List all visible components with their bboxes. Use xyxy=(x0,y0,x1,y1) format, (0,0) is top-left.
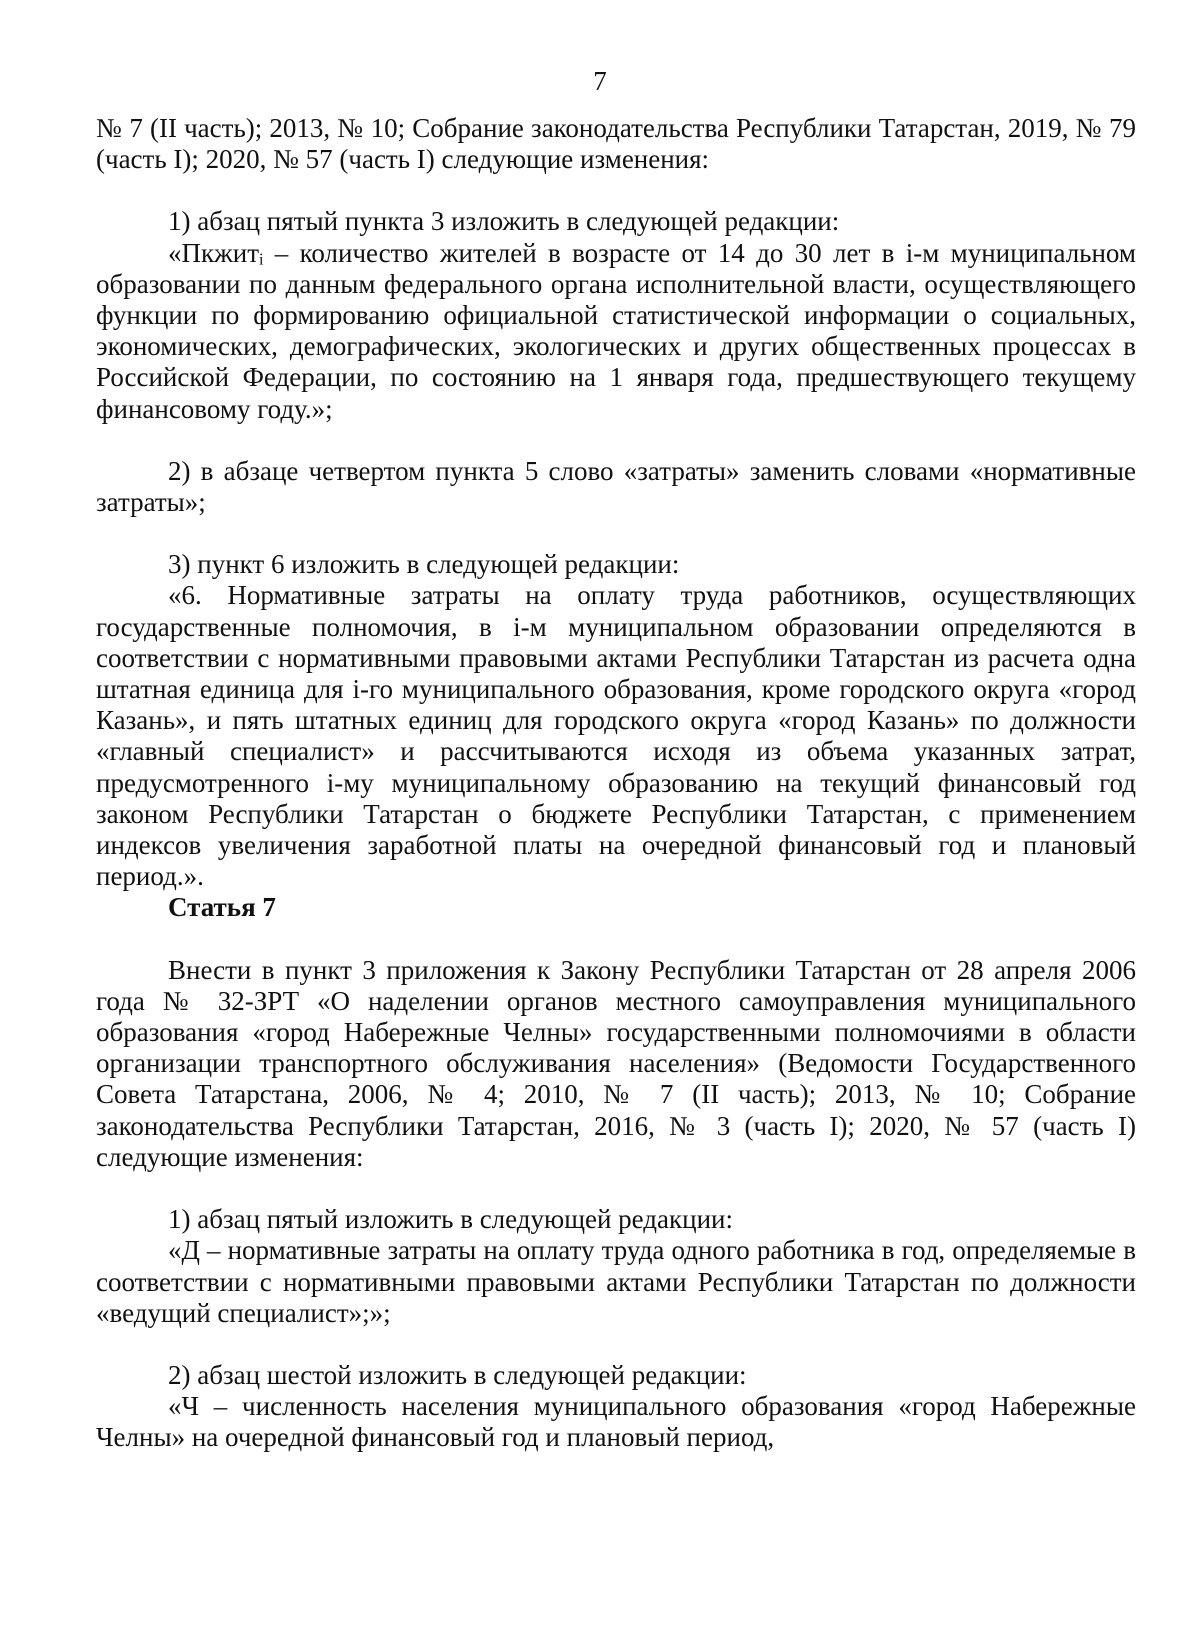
amendment-item-1-text: «Пкжитᵢ – количество жителей в возрасте от 14 до 30 лет в i-м муниципальном образовании по данным федерального органа исполнительной власти, осуществляющего функции по формированию официальной статистической информации о социальных, экономических, демографических, экологических и других общественных процессах в Российской Федерации, по состоянию на 1 января года, предшествующего текущему финансовому году.»; xyxy=(96,237,1136,424)
article-7-item-1-text: «Д – нормативные затраты на оплату труда одного работника в год, определяемые в соответствии с нормативными правовыми актами Республики Татарстан по должности «ведущий специалист»;»; xyxy=(96,1235,1136,1328)
paragraph-continuation: № 7 (II часть); 2013, № 10; Собрание законодательства Республики Татарстан, 2019, № 79 (часть I); 2020, № 57 (часть I) следующие изменения: xyxy=(96,113,1136,175)
page-number: 7 xyxy=(593,66,607,96)
amendment-item-3: 3) пункт 6 изложить в следующей редакции: xyxy=(168,549,680,580)
amendment-item-1: 1) абзац пятый пункта 3 изложить в следующей редакции: xyxy=(168,206,840,237)
amendment-item-2: 2) в абзаце четвертом пункта 5 слово «затраты» заменить словами «нормативные затраты»; xyxy=(96,455,1136,518)
article-7-intro: Внести в пункт 3 приложения к Закону Республики Татарстан от 28 апреля 2006 года № 32-ЗРТ «О наделении органов местного самоуправления муниципального образования «город Набережные Челны» государственными полномочиями в области организации транспортного обслуживания населения» (Ведомости Государственного Совета Татарстана, 2006, № 4; 2010, № 7 (II часть); 2013, № 10; Собрание законодательства Республики Татарстан, 2016, № 3 (часть I); 2020, № 57 (часть I) следующие изменения: xyxy=(96,954,1136,1172)
article-heading: Статья 7 xyxy=(168,892,276,923)
article-7-item-2-text: «Ч – численность населения муниципального образования «город Набережные Челны» на очередной финансовый год и плановый период, xyxy=(96,1391,1136,1453)
document-body xyxy=(96,113,1136,1454)
article-7-item-1: 1) абзац пятый изложить в следующей редакции: xyxy=(168,1204,733,1235)
amendment-item-3-text: «6. Нормативные затраты на оплату труда работников, осуществляющих государственные полномочия, в i-м муниципальном образовании определяются в соответствии с нормативными правовыми актами Республики Татарстан из расчета одна штатная единица для i-го муниципального образования, кроме городского округа «город Казань», и пять штатных единиц для городского округа «город Казань» по должности «главный специалист» и рассчитываются исходя из объема указанных затрат, предусмотренного i-му муниципальному образованию на текущий финансовый год законом Республики Татарстан о бюджете Республики Татарстан, с применением индексов увеличения заработной платы на очередной финансовый год и плановый период.». xyxy=(96,580,1136,892)
article-7-item-2: 2) абзац шестой изложить в следующей редакции: xyxy=(168,1359,747,1390)
